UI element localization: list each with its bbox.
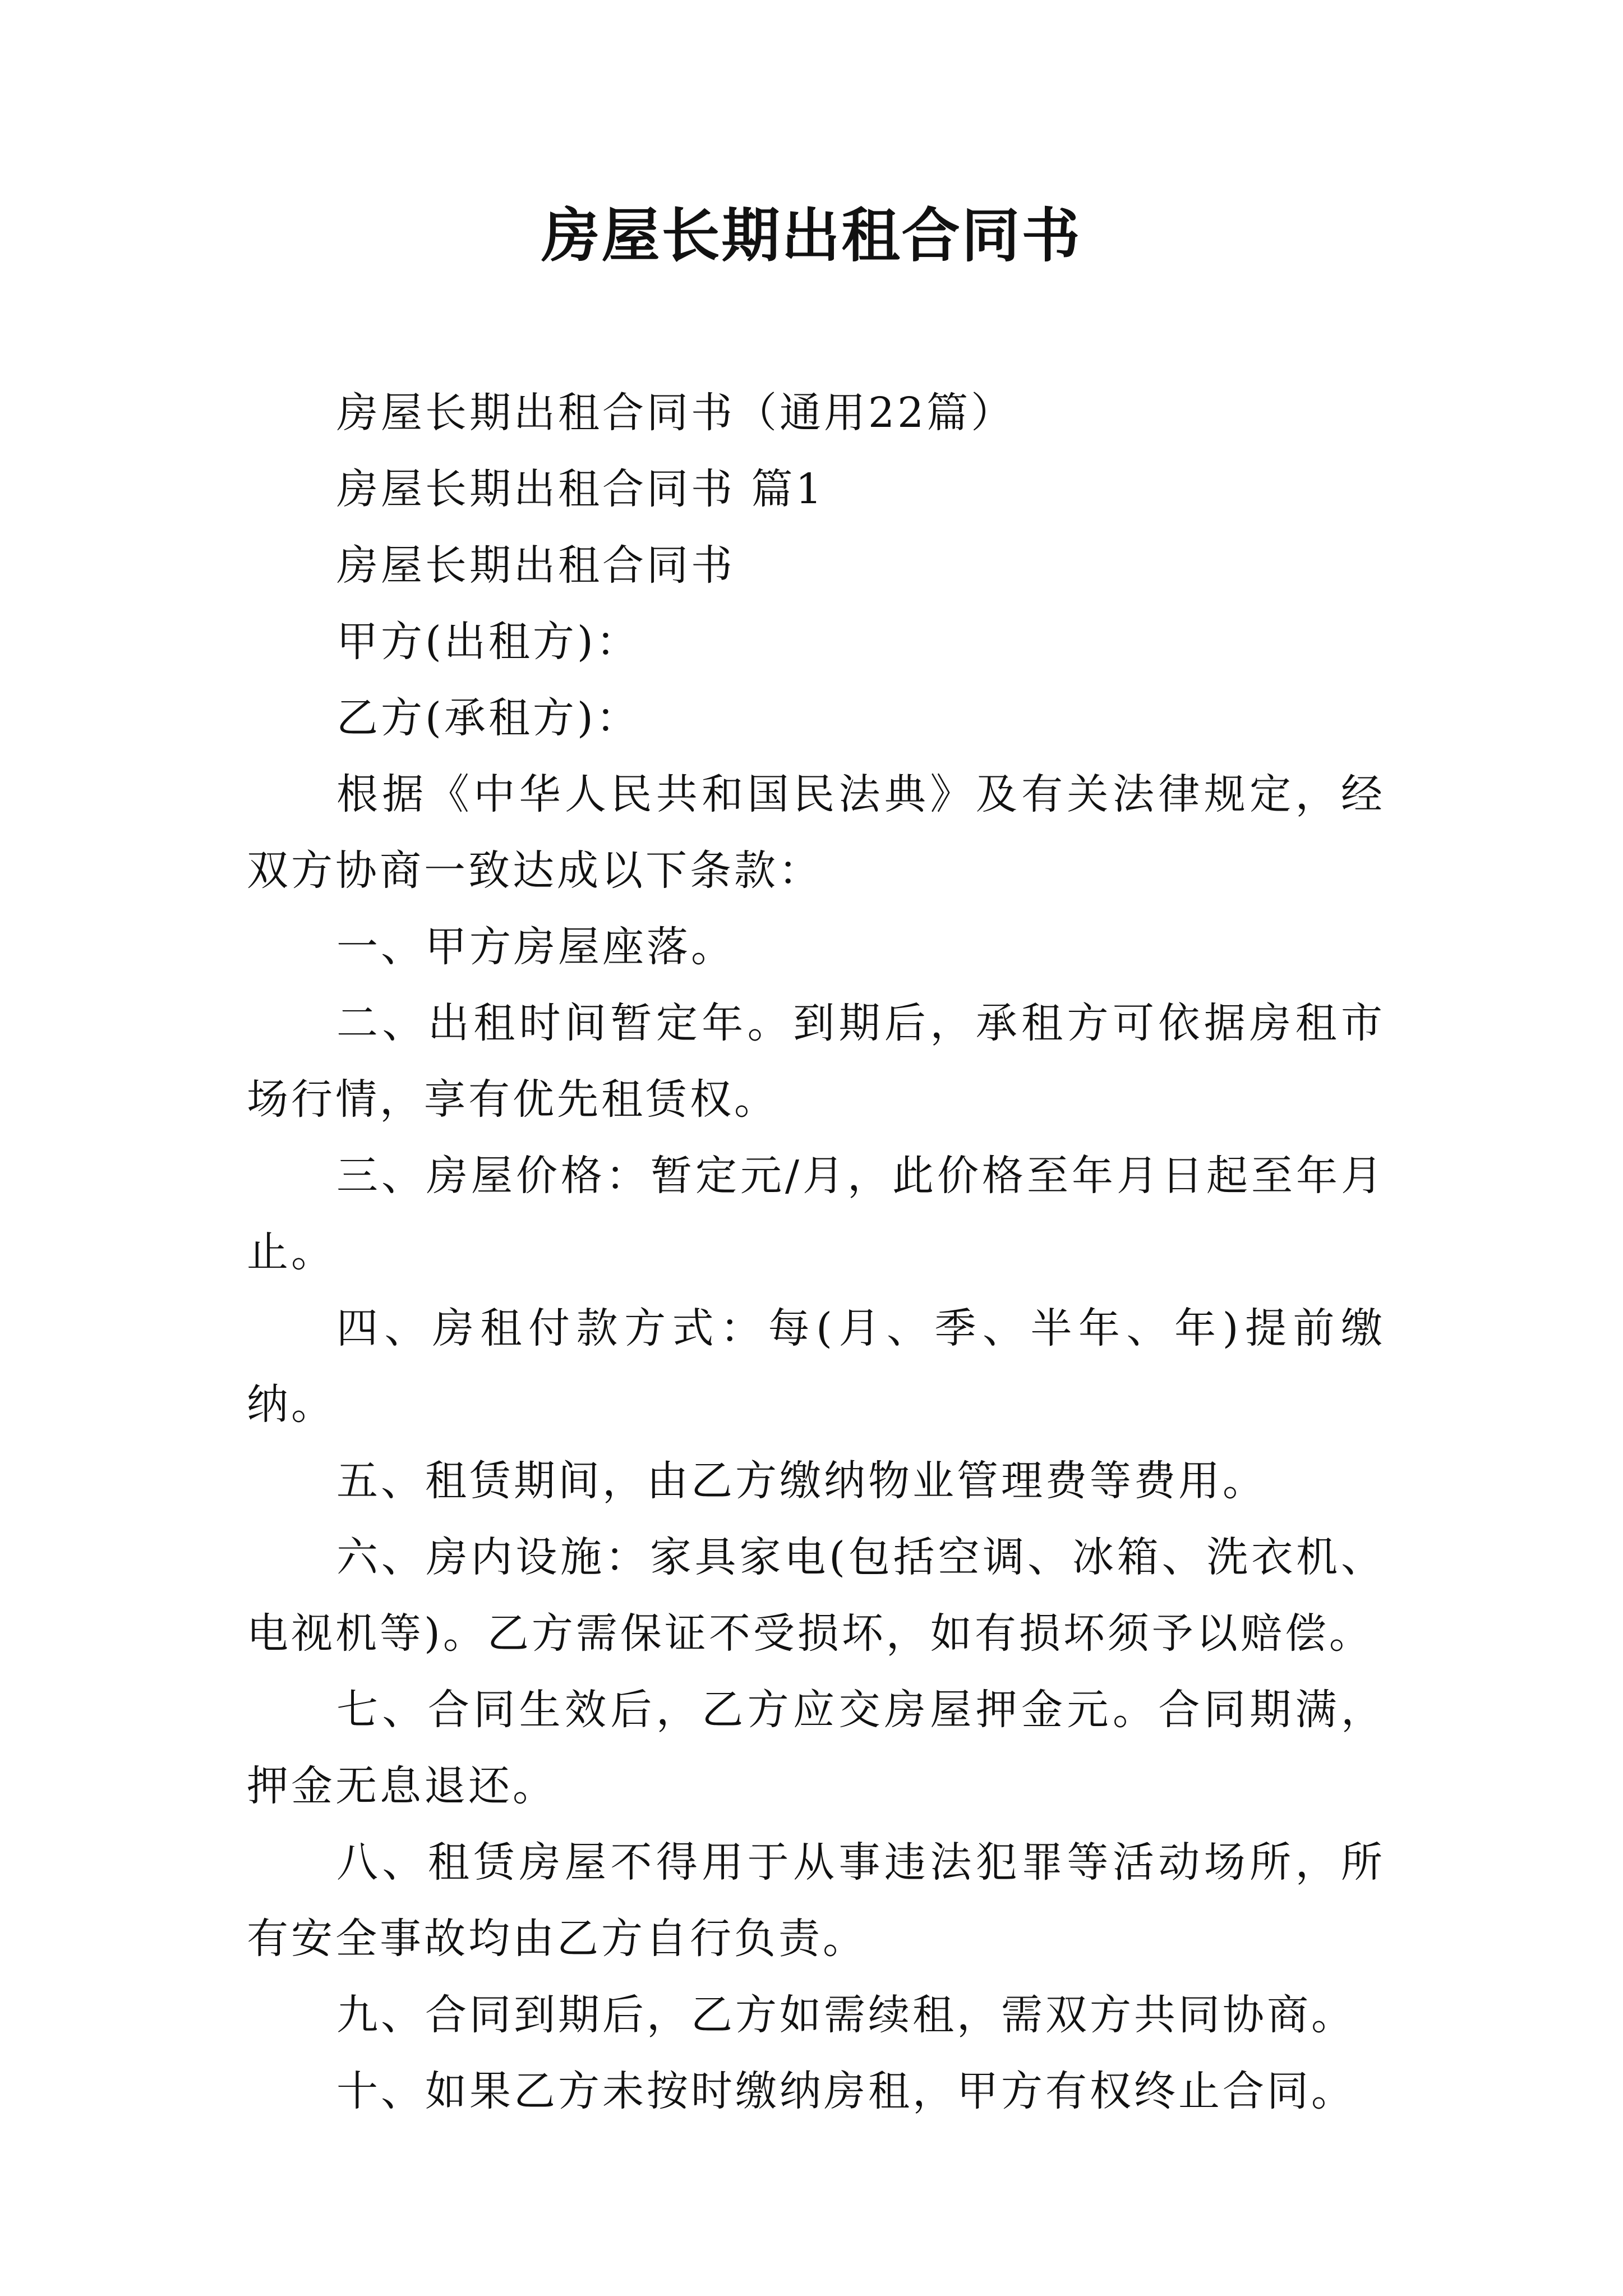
clause-2: 二、出租时间暂定年。到期后，承租方可依据房租市场行情，享有优先租赁权。 bbox=[247, 999, 1385, 1124]
document-title: 房屋长期出租合同书 bbox=[541, 201, 1082, 270]
clause-4: 四、房租付款方式：每(月、季、半年、年)提前缴纳。 bbox=[247, 1304, 1385, 1429]
document-body bbox=[247, 375, 1385, 2129]
paragraph-contract-name: 房屋长期出租合同书 bbox=[336, 541, 735, 590]
clause-6: 六、房内设施：家具家电(包括空调、冰箱、洗衣机、电视机等)。乙方需保证不受损坏，如有损坏须予以赔偿。 bbox=[247, 1533, 1385, 1658]
clause-1: 一、甲方房屋座落。 bbox=[336, 923, 735, 971]
paragraph-party-a: 甲方(出租方)： bbox=[336, 618, 640, 666]
clause-3: 三、房屋价格：暂定元/月，此价格至年月日起至年月止。 bbox=[247, 1152, 1385, 1276]
paragraph-subtitle: 房屋长期出租合同书（通用22篇） bbox=[336, 389, 1016, 437]
clause-5: 五、租赁期间，由乙方缴纳物业管理费等费用。 bbox=[336, 1457, 1267, 1505]
clause-9: 九、合同到期后，乙方如需续租，需双方共同协商。 bbox=[336, 1991, 1355, 2039]
paragraph-section-heading: 房屋长期出租合同书 篇1 bbox=[336, 465, 825, 513]
paragraph-preamble: 根据《中华人民共和国民法典》及有关法律规定，经双方协商一致达成以下条款： bbox=[247, 770, 1385, 895]
clause-8: 八、租赁房屋不得用于从事违法犯罪等活动场所，所有安全事故均由乙方自行负责。 bbox=[247, 1838, 1385, 1963]
clause-7: 七、合同生效后，乙方应交房屋押金元。合同期满，押金无息退还。 bbox=[247, 1686, 1385, 1810]
clause-10: 十、如果乙方未按时缴纳房租，甲方有权终止合同。 bbox=[336, 2067, 1355, 2115]
paragraph-party-b: 乙方(承租方)： bbox=[336, 694, 640, 742]
